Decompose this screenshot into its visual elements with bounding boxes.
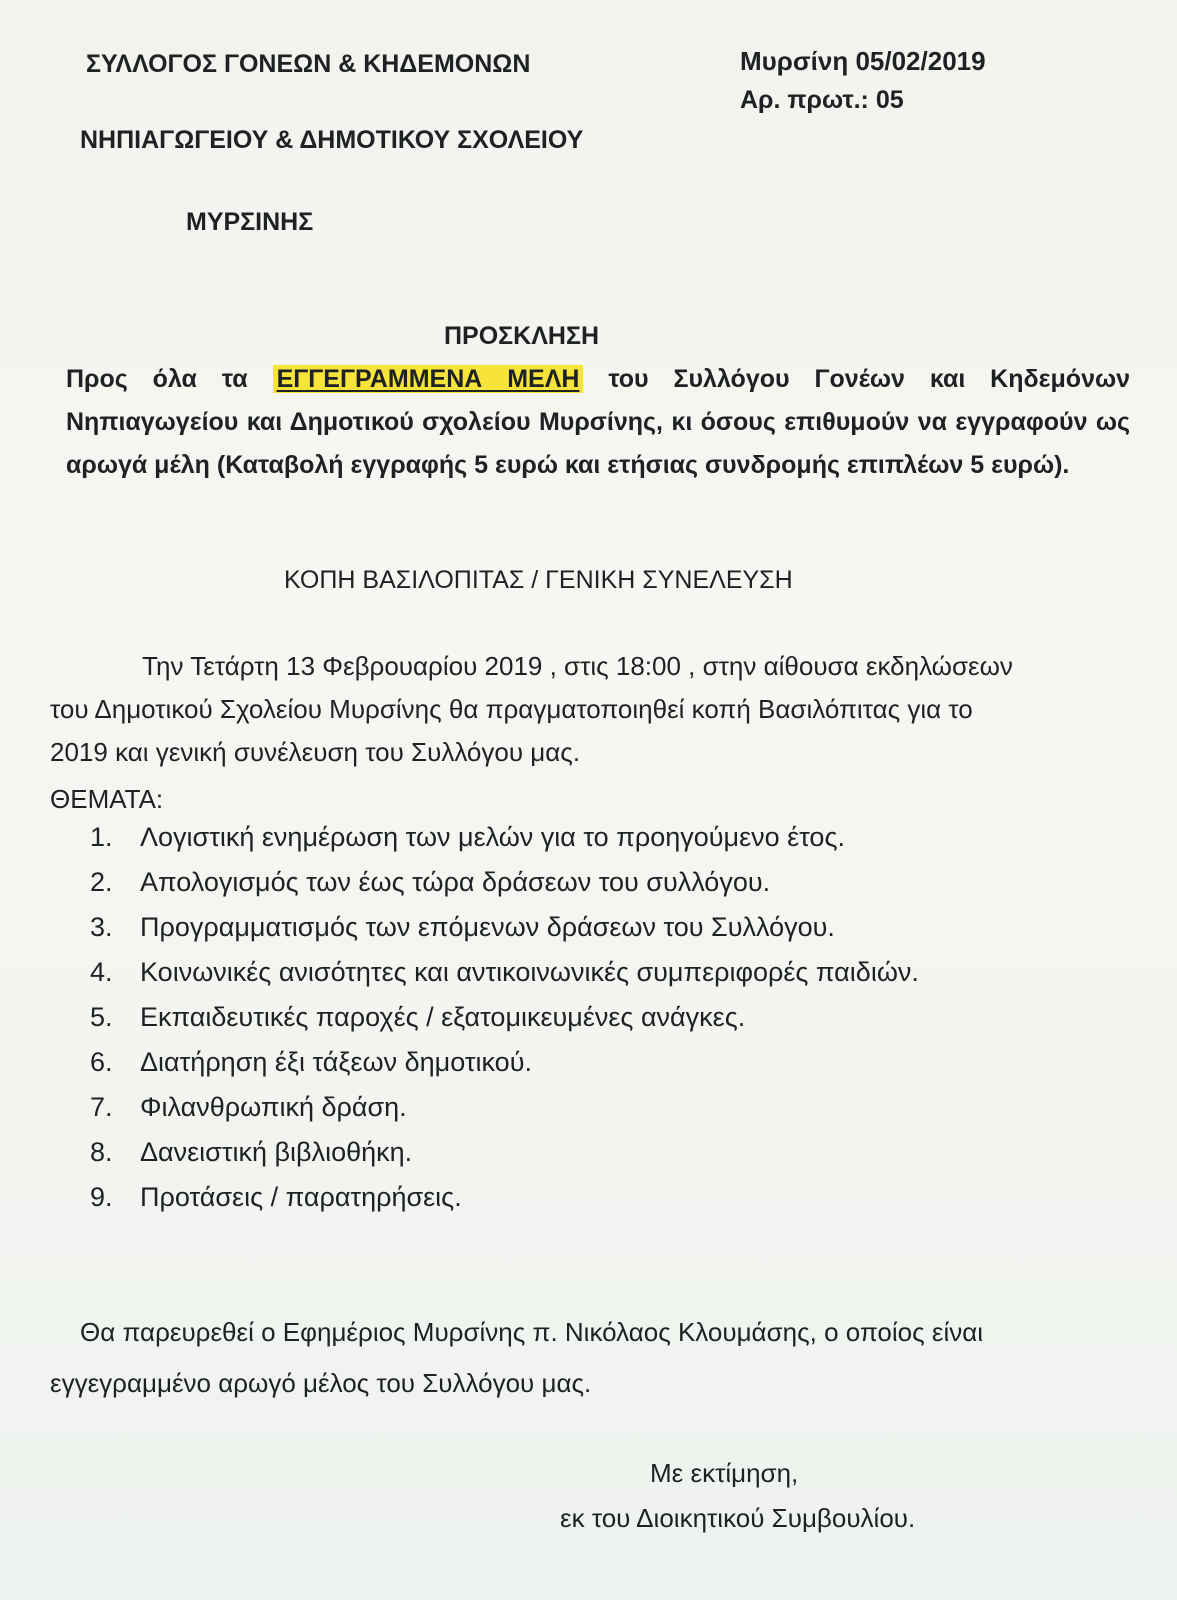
topic-number: 6. (90, 1047, 113, 1077)
topic-item-4 (90, 957, 919, 988)
topic-number: 8. (90, 1137, 113, 1167)
topic-item-7 (90, 1092, 407, 1123)
closing-line2: εγγεγραμμένο αρωγό μέλος του Συλλόγου μας. (50, 1368, 592, 1398)
signature-board: εκ του Διοικητικού Συμβουλίου. (560, 1503, 916, 1533)
highlighted-members: ΕΓΓΕΓΡΑΜΜΕΝΑ ΜΕΛΗ (273, 365, 584, 393)
closing-line1: Θα παρευρεθεί ο Εφημέριος Μυρσίνης π. Νικόλαος Κλουμάσης, ο οποίος είναι (80, 1317, 984, 1347)
document-title: ΠΡΟΣΚΛΗΣΗ (444, 322, 600, 350)
topic-number: 5. (90, 1002, 113, 1032)
topic-item-1 (90, 822, 845, 853)
topic-number: 4. (90, 957, 113, 987)
topic-text: Προτάσεις / παρατηρήσεις. (140, 1182, 462, 1212)
topic-text: Προγραμματισμός των επόμενων δράσεων του Συλλόγου. (140, 912, 835, 942)
topic-text: Εκπαιδευτικές παροχές / εξατομικευμένες ανάγκες. (140, 1002, 746, 1032)
topic-number: 7. (90, 1092, 113, 1122)
topic-text: Απολογισμός των έως τώρα δράσεων του συλλόγου. (140, 867, 771, 897)
topic-item-5 (90, 1002, 745, 1033)
invitation-paragraph (66, 358, 1130, 487)
topic-text: Διατήρηση έξι τάξεων δημοτικού. (140, 1047, 532, 1077)
topic-number: 3. (90, 912, 113, 942)
event-subtitle: ΚΟΠΗ ΒΑΣΙΛΟΠΙΤΑΣ / ΓΕΝΙΚΗ ΣΥΝΕΛΕΥΣΗ (284, 566, 793, 594)
topic-item-3 (90, 912, 835, 943)
topic-text: Κοινωνικές ανισότητες και αντικοινωνικές συμπεριφορές παιδιών. (140, 957, 919, 987)
announcement-line2: του Δημοτικού Σχολείου Μυρσίνης θα πραγματοποιηθεί κοπή Βασιλόπιτας για το (50, 694, 973, 724)
topics-label: ΘΕΜΑΤΑ: (50, 784, 164, 814)
topic-item-2 (90, 867, 770, 898)
regards: Με εκτίμηση, (650, 1458, 799, 1488)
topic-item-6 (90, 1047, 532, 1078)
association-name-line2: ΝΗΠΙΑΓΩΓΕΙΟΥ & ΔΗΜΟΤΙΚΟΥ ΣΧΟΛΕΙΟΥ (80, 126, 584, 154)
association-name-line3: ΜΥΡΣΙΝΗΣ (186, 208, 314, 236)
document-date: Μυρσίνη 05/02/2019 (740, 46, 986, 76)
topic-text: Λογιστική ενημέρωση των μελών για το προηγούμενο έτος. (140, 822, 845, 852)
association-name-line1: ΣΥΛΛΟΓΟΣ ΓΟΝΕΩΝ & ΚΗΔΕΜΟΝΩΝ (86, 50, 531, 78)
topic-item-8 (90, 1137, 412, 1168)
topic-item-9 (90, 1182, 462, 1213)
protocol-number: Αρ. πρωτ.: 05 (740, 86, 904, 114)
topic-number: 2. (90, 867, 113, 897)
topic-text: Φιλανθρωπική δράση. (140, 1092, 407, 1122)
announcement-line1: Την Τετάρτη 13 Φεβρουαρίου 2019 , στις 18:00 , στην αίθουσα εκδηλώσεων (142, 651, 1013, 681)
topic-text: Δανειστική βιβλιοθήκη. (140, 1137, 413, 1167)
announcement-line3: 2019 και γενική συνέλευση του Συλλόγου μας. (50, 737, 581, 767)
topic-number: 9. (90, 1182, 113, 1212)
topic-number: 1. (90, 822, 113, 852)
invitation-prefix: Προς όλα τα (66, 365, 248, 393)
invitation-rest: του Συλλόγου Γονέων και Κηδεμόνων Νηπιαγωγείου και Δημοτικού σχολείου Μυρσίνης, κι όσους επιθυμούν να εγγραφούν ως αρωγά μέλη (Καταβολή εγγραφής 5 ευρώ και ετήσιας συνδρομής επιπλέων 5 ευρώ). (66, 365, 1131, 479)
